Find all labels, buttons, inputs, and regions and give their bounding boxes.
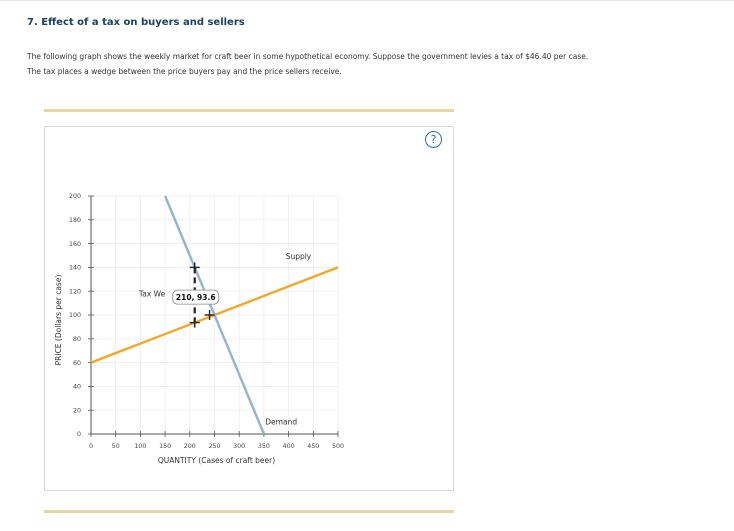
x-tick-label: 150 (159, 443, 172, 450)
y-tick-label: 80 (72, 336, 81, 343)
x-tick-label: 500 (331, 443, 345, 450)
x-tick-label: 450 (307, 443, 320, 450)
y-tick-label: 200 (68, 193, 81, 201)
top-divider (0, 0, 734, 1)
tax-wedge-label: Tax We (138, 289, 166, 299)
handle-marker (190, 318, 200, 328)
tooltip-value: 210, 93.6 (175, 292, 216, 302)
question-mark-icon: ? (430, 133, 437, 146)
question-title: 7. Effect of a tax on buyers and sellers (27, 17, 245, 28)
handle-marker (190, 262, 200, 272)
x-tick-label: 250 (208, 443, 221, 450)
y-tick-label: 140 (68, 264, 81, 272)
labels (54, 252, 312, 465)
supply-label: Supply (285, 252, 312, 262)
x-tick-label: 200 (183, 443, 196, 450)
y-tick-label: 40 (72, 383, 81, 391)
x-tick-label: 350 (257, 443, 270, 450)
x-axis-title: QUANTITY (Cases of craft beer) (157, 456, 276, 465)
y-tick-label: 160 (68, 240, 81, 248)
y-axis-title: PRICE (Dollars per case) (54, 274, 63, 366)
tax-wedge-chart[interactable] (44, 126, 452, 489)
question-paragraph-1: The following graph shows the weekly market for craft beer in some hypothetical economy. Suppose the government levies a tax of $46.40 per case. (27, 52, 589, 61)
y-tick-label: 100 (68, 312, 81, 320)
y-tick-label: 60 (72, 359, 81, 367)
x-tick-label: 50 (111, 443, 120, 450)
x-tick-label: 100 (134, 443, 147, 450)
x-tick-label: 300 (233, 443, 246, 450)
y-tick-label: 0 (76, 431, 81, 439)
graph-top-divider (44, 109, 454, 112)
y-tick-label: 120 (68, 288, 81, 296)
y-tick-label: 180 (68, 217, 81, 224)
x-tick-label: 0 (88, 443, 94, 450)
graph-bottom-divider (44, 510, 454, 513)
demand-label: Demand (265, 417, 298, 427)
tooltip (173, 290, 219, 304)
x-tick-label: 400 (282, 443, 295, 450)
help-button[interactable] (425, 131, 442, 148)
axes (69, 193, 344, 450)
y-tick-label: 20 (72, 407, 81, 415)
question-paragraph-2: The tax places a wedge between the price buyers pay and the price sellers receive. (27, 67, 342, 76)
